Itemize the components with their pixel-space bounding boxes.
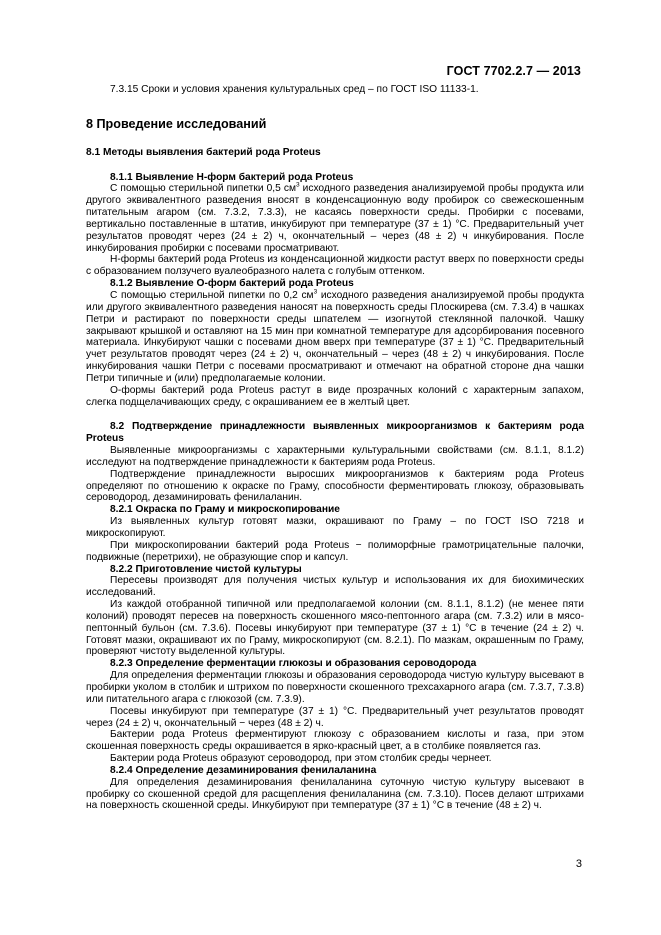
clause-8-2-1-heading: 8.2.1 Окраска по Граму и микроскопирование <box>110 504 340 516</box>
clause-8-2-2-paragraph-2: Из каждой отобранной типичной или предполагаемой колонии (см. 8.1.1, 8.1.2) (не менее пяти колоний) проводят пересев на поверхность скошенного мясо-пептонного агара (см. 7.3.2) или в мясо-пептонный бульон (см. 7.3.6). Посевы инкубируют при температуре (37 ± 1) °С в течение (24 ± 2) ч. Готовят мазки, окрашивают их по Граму, микроскопируют (см. 8.2.1). По мазкам, окрашенным по Граму, проверяют чистоту выделенной культуры. <box>86 599 584 658</box>
document-body <box>86 84 584 812</box>
clause-8-1-1-paragraph-1: С помощью стерильной пипетки 0,5 $см^3$ исходного разведения анализируемой пробы продукта или другого эквивалентного разведения вносят в конденсационную воду пробирок со свежескошенным питательным агаром (см. 7.3.2, 7.3.3), не касаясь поверхности среды. Пробирки с посевами, вертикально поставленные в штатив, инкубируют при температуре (37 ± 1) °С. Предварительный учет результатов проводят через (24 ± 2) ч, окончательный – через (48 ± 2) ч инкубирования. После инкубирования пробирки с посевами просматривают. <box>86 181 584 254</box>
clause-8-2-3-paragraph-3: Бактерии рода Proteus ферментируют глюкозу с образованием кислоты и газа, при этом скошенная поверхность среды окрашивается в ярко-красный цвет, а в столбике появляется газ. <box>86 729 584 753</box>
subsection-8-2-heading: 8.2 Подтверждение принадлежности выявленных микроорганизмов к бактериям рода Proteus <box>86 421 584 445</box>
section-8-heading: 8 Проведение исследований <box>86 116 267 131</box>
clause-8-1-2-paragraph-1: С помощью стерильной пипетки по 0,2 $см^3$ исходного разведения анализируемой пробы продукта или другого эквивалентного разведения наносят на поверхность среды Плоскирева (см. 7.3.4) в чашках Петри и растирают по поверхности среды шпателем — изогнутой стеклянной палочкой. Чашку закрывают крышкой и оставляют на 15 мин при комнатной температуре для адсорбирования посевного материала. Инкубируют чашки с посевами дном вверх при температуре (37 ± 1) °С. Предварительный учет результатов проводят через (24 ± 2) ч, окончательный – через (48 ± 2) ч инкубирования. После инкубирования чашки Петри с посевами просматривают и отмечают на обратной стороне дна чашки Петри типичные и (или) предполагаемые колонии. <box>86 288 584 384</box>
subsection-8-1-heading: 8.1 Методы выявления бактерий рода Proteus <box>86 146 321 158</box>
clause-8-1-2-heading: 8.1.2 Выявление О-форм бактерий рода Proteus <box>110 278 354 290</box>
clause-8-2-2-paragraph-1: Пересевы производят для получения чистых культур и использования их для биохимических исследований. <box>86 575 584 599</box>
clause-8-1-2-paragraph-2: О-формы бактерий рода Proteus растут в виде прозрачных колоний с характерным запахом, слегка подщелачивающих среду, с окрашиванием ее в желтый цвет. <box>86 384 584 408</box>
clause-8-1-1-paragraph-2: Н-формы бактерий рода Proteus из конденсационной жидкости растут вверх по поверхности среды с образованием ползучего вуалеобразного налета с голубым оттенком. <box>86 254 584 278</box>
subsection-8-2-paragraph-1: Выявленные микроорганизмы с характерными культуральными свойствами (см. 8.1.1, 8.1.2) исследуют на подтверждение принадлежности к бактериям рода Proteus. <box>86 445 584 468</box>
page-number: 3 <box>575 858 582 870</box>
clause-8-2-1-paragraph-2: При микроскопировании бактерий рода Proteus − полиморфные грамотрицательные палочки, подвижные (перетрихи), не образующие спор и капсул. <box>86 539 584 563</box>
clause-8-1-1-heading: 8.1.1 Выявление Н-форм бактерий рода Proteus <box>110 171 354 183</box>
clause-8-2-4-paragraph-1: Для определения дезаминирования фенилаланина суточную чистую культуру высевают в пробирку со скошенной средой для расщепления фенилаланина (см. 7.3.10). Посев делают штрихами на поверхность скошенной среды. Инкубируют при температуре (37 ± 1) °С в течение (48 ± 2) ч. <box>86 776 584 812</box>
clause-8-2-3-paragraph-1: Для определения ферментации глюкозы и образования сероводорода чистую культуру высевают в пробирки уколом в столбик и штрихом по поверхности скошенного трехсахарного агара (см. 7.3.7, 7.3.8) или питательного агара с глюкозой (см. 7.3.9). <box>86 670 584 705</box>
clause-8-2-4-heading: 8.2.4 Определение дезаминирования фенилаланина <box>110 764 377 776</box>
clause-8-2-3-paragraph-2: Посевы инкубируют при температуре (37 ± 1) °С. Предварительный учет результатов проводят через (24 ± 2) ч, окончательный − через (48 ± 2) ч. <box>86 705 584 729</box>
clause-8-2-3-heading: 8.2.3 Определение ферментации глюкозы и образования сероводорода <box>110 658 477 670</box>
clause-8-2-1-paragraph-1: Из выявленных культур готовят мазки, окрашивают по Граму – по ГОСТ ISO 7218 и микроскопируют. <box>86 516 584 539</box>
clause-7-3-15: 7.3.15 Сроки и условия хранения культуральных сред – по ГОСТ ISO 11133-1. <box>110 84 479 95</box>
subsection-8-2-paragraph-2: Подтверждение принадлежности выросших микроорганизмов к бактериям рода Proteus определяют по отношению к окраске по Граму, способности ферментировать глюкозу, образовывать сероводород, дезаминировать фенилаланин. <box>86 468 584 504</box>
clause-8-2-2-heading: 8.2.2 Приготовление чистой культуры <box>110 563 302 575</box>
clause-8-2-3-paragraph-4: Бактерии рода Proteus образуют сероводород, при этом столбик среды чернеет. <box>110 753 492 765</box>
document-code: ГОСТ 7702.2.7 — 2013 <box>446 64 581 78</box>
